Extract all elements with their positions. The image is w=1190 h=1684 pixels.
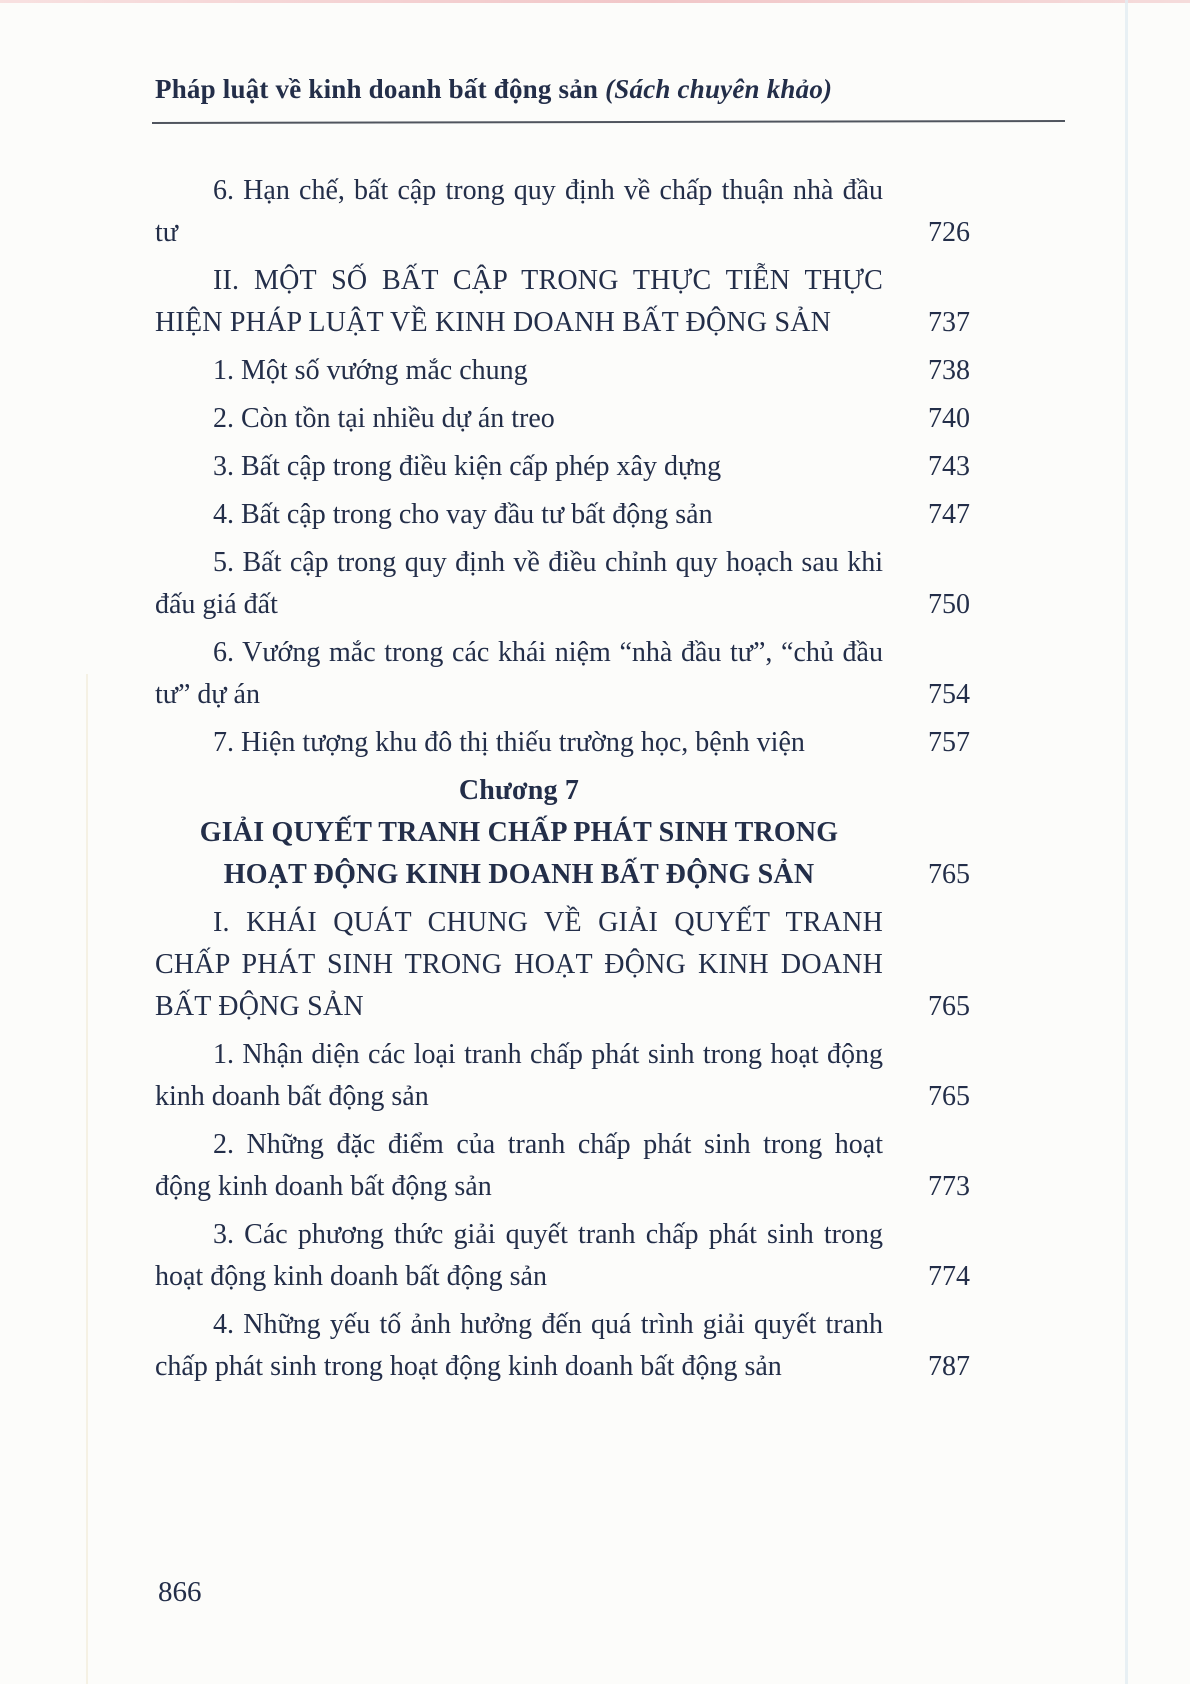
toc-entry — [155, 350, 970, 392]
toc-entry — [155, 1124, 970, 1208]
toc-entry-page-number: 747 — [928, 499, 970, 530]
toc-entry — [155, 542, 970, 626]
toc-entry — [155, 170, 970, 254]
toc-entry-page-number: 757 — [928, 727, 970, 758]
toc-entry-title — [155, 770, 883, 896]
toc-entry — [155, 722, 970, 764]
toc-entry-page-number: 787 — [928, 1351, 970, 1382]
toc-entry-text: 1. Một số vướng mắc chung — [213, 355, 528, 386]
toc-entry — [155, 632, 970, 716]
toc-entry-title — [155, 260, 883, 344]
toc-entry-text: 7. Hiện tượng khu đô thị thiếu trường học, bệnh viện — [213, 727, 805, 758]
toc-entry-page-number: 737 — [928, 307, 970, 338]
running-header — [155, 74, 1075, 105]
scan-artifact-right-line — [1125, 0, 1128, 1684]
toc-entry-page-number: 750 — [928, 589, 970, 620]
toc-entry-title — [155, 722, 883, 764]
running-header-title: Pháp luật về kinh doanh bất động sản — [155, 74, 599, 104]
toc-entry-title — [155, 1304, 883, 1388]
toc-entry-title — [155, 1034, 883, 1118]
toc-entry — [155, 902, 970, 1028]
toc-entry-text: GIẢI QUYẾT TRANH CHẤP PHÁT SINH TRONG HOẠT ĐỘNG KINH DOANH BẤT ĐỘNG SẢN — [199, 817, 839, 890]
toc-entry-title — [155, 1124, 883, 1208]
toc-entry-title — [155, 632, 883, 716]
scan-artifact-left-line — [86, 674, 88, 1684]
scan-artifact-top-edge — [0, 0, 1190, 3]
toc-entry-page-number: 754 — [928, 679, 970, 710]
toc-entry-page-number: 765 — [928, 859, 970, 890]
toc-entry — [155, 1304, 970, 1388]
toc-entry-text: 2. Còn tồn tại nhiều dự án treo — [213, 403, 555, 434]
toc-entry-text: 3. Các phương thức giải quyết tranh chấp phát sinh trong hoạt động kinh doanh bất động sản — [155, 1219, 883, 1292]
toc-entry-title — [155, 494, 883, 536]
toc-entry — [155, 446, 970, 488]
toc-entry-page-number: 743 — [928, 451, 970, 482]
toc-entry-title — [155, 1214, 883, 1298]
folio-number: 866 — [158, 1576, 202, 1608]
toc-entry — [155, 398, 970, 440]
toc-entry-title — [155, 542, 883, 626]
toc-entry-text: 1. Nhận diện các loại tranh chấp phát sinh trong hoạt động kinh doanh bất động sản — [155, 1039, 883, 1112]
toc-entry-text: 4. Những yếu tố ảnh hưởng đến quá trình giải quyết tranh chấp phát sinh trong hoạt động kinh doanh bất động sản — [155, 1309, 883, 1382]
table-of-contents — [155, 170, 970, 1394]
toc-entry-title — [155, 446, 883, 488]
toc-entry-page-number: 765 — [928, 991, 970, 1022]
toc-entry-title — [155, 902, 883, 1028]
toc-entry-text: 6. Hạn chế, bất cập trong quy định về chấp thuận nhà đầu tư — [155, 175, 883, 248]
toc-entry-page-number: 726 — [928, 217, 970, 248]
toc-entry-page-number: 738 — [928, 355, 970, 386]
running-header-subtitle: (Sách chuyên khảo) — [605, 74, 833, 104]
toc-entry-page-number: 765 — [928, 1081, 970, 1112]
toc-entry-title — [155, 170, 883, 254]
toc-entry-page-number: 774 — [928, 1261, 970, 1292]
toc-entry-text: 3. Bất cập trong điều kiện cấp phép xây dựng — [213, 451, 722, 482]
toc-entry-page-number: 740 — [928, 403, 970, 434]
toc-entry-page-number: 773 — [928, 1171, 970, 1202]
toc-entry-text: II. MỘT SỐ BẤT CẬP TRONG THỰC TIỄN THỰC HIỆN PHÁP LUẬT VỀ KINH DOANH BẤT ĐỘNG SẢN — [155, 265, 883, 338]
page-footer — [158, 1576, 202, 1609]
toc-entry — [155, 1214, 970, 1298]
toc-entry-title — [155, 350, 883, 392]
toc-entry-text: 6. Vướng mắc trong các khái niệm “nhà đầu tư”, “chủ đầu tư” dự án — [155, 637, 883, 710]
toc-entry-text: 2. Những đặc điểm của tranh chấp phát sinh trong hoạt động kinh doanh bất động sản — [155, 1129, 883, 1202]
toc-entry — [155, 494, 970, 536]
toc-entry-text: I. KHÁI QUÁT CHUNG VỀ GIẢI QUYẾT TRANH CHẤP PHÁT SINH TRONG HOẠT ĐỘNG KINH DOANH BẤT ĐỘNG SẢN — [155, 907, 883, 1022]
toc-entry-text: 4. Bất cập trong cho vay đầu tư bất động sản — [213, 499, 713, 530]
toc-entry — [155, 770, 970, 896]
toc-entry-text: 5. Bất cập trong quy định về điều chỉnh quy hoạch sau khi đấu giá đất — [155, 547, 883, 620]
toc-entry-title — [155, 398, 883, 440]
toc-entry — [155, 1034, 970, 1118]
header-rule — [152, 120, 1065, 124]
toc-entry — [155, 260, 970, 344]
chapter-label: Chương 7 — [458, 775, 580, 806]
